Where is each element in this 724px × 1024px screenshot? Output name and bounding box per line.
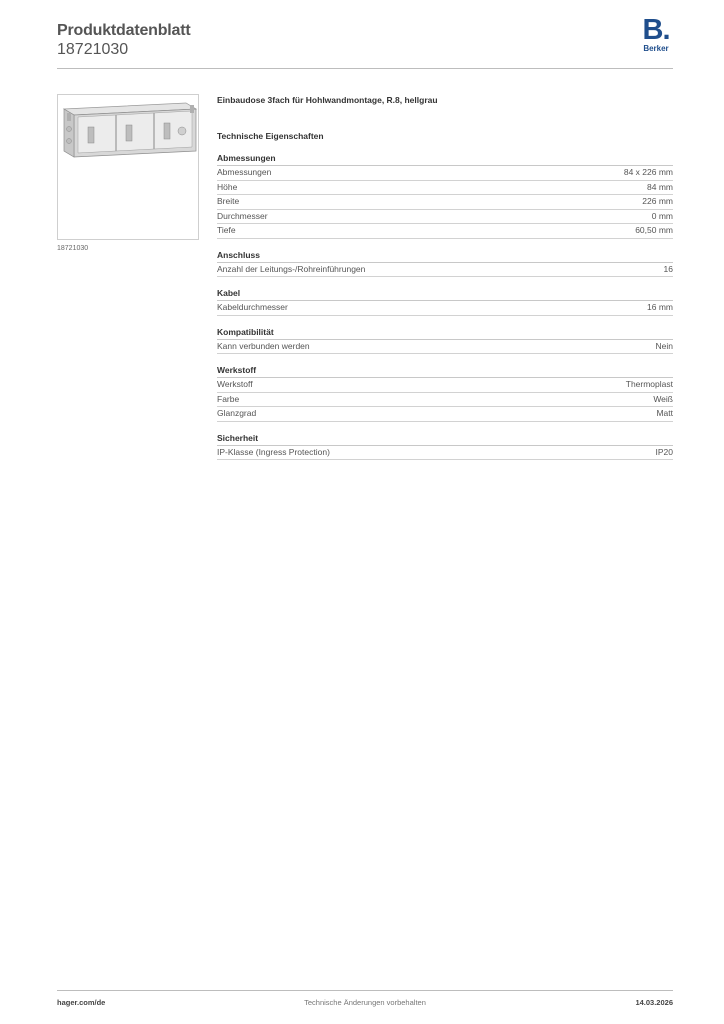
section-werkstoff: [217, 365, 673, 422]
section-title: Sicherheit: [217, 433, 673, 446]
table-row: [217, 166, 673, 181]
row-label: Farbe: [217, 393, 240, 404]
row-value: 84 x 226 mm: [623, 167, 673, 177]
document-title: Produktdatenblatt: [57, 22, 191, 39]
logo-text: Berker: [643, 44, 669, 53]
row-label: Tiefe: [217, 225, 236, 235]
row-value: IP20: [655, 446, 673, 457]
row-value: Matt: [656, 408, 673, 418]
row-value: Nein: [655, 340, 673, 351]
table-row: [217, 224, 673, 239]
table-row: [217, 210, 673, 225]
document-header: [57, 14, 673, 70]
table-row: [217, 446, 673, 461]
section-title: Abmessungen: [217, 153, 673, 166]
footer-website-link[interactable]: hager.com/de: [57, 998, 106, 1007]
product-name: Einbaudose 3fach für Hohlwandmontage, R.8, hellgrau: [217, 95, 438, 105]
logo-letter: B: [642, 14, 663, 46]
row-label: Werkstoff: [217, 379, 253, 389]
table-row: [217, 263, 673, 278]
berker-logo: [639, 16, 673, 54]
table-row: [217, 340, 673, 355]
section-title: Kabel: [217, 288, 673, 301]
article-number: 18721030: [57, 41, 129, 58]
product-image: [57, 94, 199, 240]
row-label: Durchmesser: [217, 210, 268, 221]
row-value: 16: [663, 263, 673, 274]
footer-disclaimer: Technische Änderungen vorbehalten: [304, 998, 426, 1007]
row-label: Kabeldurchmesser: [217, 302, 288, 312]
footer-divider: [57, 990, 673, 991]
image-caption: 18721030: [57, 245, 89, 252]
product-details: [217, 94, 673, 460]
table-row: [217, 378, 673, 393]
section-title: Anschluss: [217, 250, 673, 263]
flush-box-icon: [58, 95, 200, 241]
section-sicherheit: [217, 433, 673, 461]
row-value: Thermoplast: [625, 379, 673, 389]
header-divider: [57, 68, 673, 69]
row-label: Anzahl der Leitungs-/Rohreinführungen: [217, 263, 366, 274]
section-anschluss: [217, 250, 673, 278]
row-label: Kann verbunden werden: [217, 340, 310, 351]
row-label: Abmessungen: [217, 167, 272, 177]
section-kabel: [217, 288, 673, 316]
row-value: Weiß: [653, 393, 673, 404]
table-row: [217, 181, 673, 196]
section-abmessungen: [217, 153, 673, 239]
logo-dot: .: [662, 14, 670, 46]
section-title: Werkstoff: [217, 365, 673, 378]
row-label: Breite: [217, 196, 240, 206]
row-value: 84 mm: [647, 181, 673, 192]
footer-date: 14.03.2026: [635, 998, 673, 1007]
table-row: [217, 301, 673, 316]
row-value: 60,50 mm: [635, 225, 673, 235]
table-row: [217, 407, 673, 422]
row-label: Glanzgrad: [217, 408, 257, 418]
section-title: Kompatibilität: [217, 327, 673, 340]
row-value: 226 mm: [642, 196, 673, 206]
row-value: 16 mm: [647, 302, 673, 312]
row-label: IP-Klasse (Ingress Protection): [217, 446, 330, 457]
table-row: [217, 195, 673, 210]
row-label: Höhe: [217, 181, 238, 192]
section-kompatibilitaet: [217, 327, 673, 355]
table-row: [217, 393, 673, 408]
row-value: 0 mm: [651, 210, 673, 221]
technical-properties-heading: Technische Eigenschaften: [217, 131, 324, 141]
